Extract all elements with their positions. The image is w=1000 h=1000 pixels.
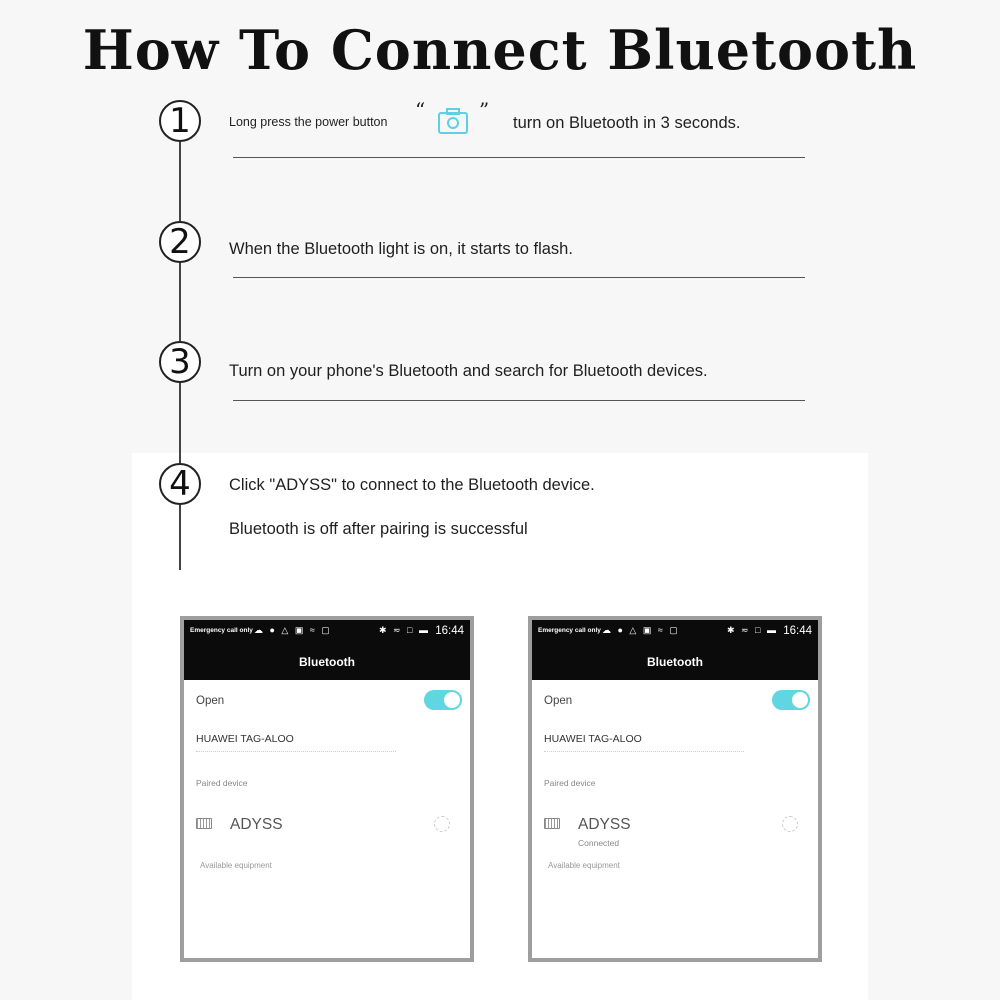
toggle-knob bbox=[792, 692, 808, 708]
status-icons: ☁ ● △ ▣ ≈ ▢ bbox=[254, 625, 332, 635]
status-time: 16:44 bbox=[435, 625, 464, 637]
toggle-knob bbox=[444, 692, 460, 708]
status-bar bbox=[532, 620, 818, 644]
paired-device-adyss[interactable]: ADYSS bbox=[578, 816, 631, 833]
connection-status: Connected bbox=[578, 838, 620, 848]
close-quote: ” bbox=[479, 98, 490, 122]
divider bbox=[233, 157, 805, 158]
step-2-number: 2 bbox=[159, 221, 201, 263]
screen-title: Bluetooth bbox=[532, 644, 818, 680]
divider bbox=[233, 277, 805, 278]
bluetooth-open-label: Open bbox=[544, 695, 573, 707]
phone-screenshot-after bbox=[528, 616, 822, 962]
paired-device-label: Paired device bbox=[544, 778, 596, 788]
phone-screenshot-before bbox=[180, 616, 474, 962]
bluetooth-toggle[interactable] bbox=[772, 690, 810, 710]
keyboard-icon bbox=[544, 818, 560, 829]
open-quote: “ bbox=[415, 98, 426, 122]
status-icons: ☁ ● △ ▣ ≈ ▢ bbox=[602, 625, 680, 635]
step-1-number: 1 bbox=[159, 100, 201, 142]
bluetooth-toggle[interactable] bbox=[424, 690, 462, 710]
step-3-number: 3 bbox=[159, 341, 201, 383]
step-4-note: Bluetooth is off after pairing is successful bbox=[229, 520, 528, 538]
keyboard-icon bbox=[196, 818, 212, 829]
screen-title: Bluetooth bbox=[184, 644, 470, 680]
device-name: HUAWEI TAG-ALOO bbox=[544, 733, 642, 745]
page-title: How To Connect Bluetooth bbox=[82, 18, 918, 82]
phone-screen bbox=[532, 620, 818, 958]
status-time: 16:44 bbox=[783, 625, 812, 637]
settings-gear-icon[interactable] bbox=[434, 816, 450, 832]
paired-device-adyss[interactable]: ADYSS bbox=[230, 816, 283, 833]
device-subtitle bbox=[196, 751, 396, 756]
step-1-text-after: turn on Bluetooth in 3 seconds. bbox=[513, 114, 741, 132]
device-name: HUAWEI TAG-ALOO bbox=[196, 733, 294, 745]
step-3-text: Turn on your phone's Bluetooth and search for Bluetooth devices. bbox=[229, 362, 708, 380]
status-system-icons: ✱ ≂ □ ▬ bbox=[726, 625, 778, 635]
status-bar bbox=[184, 620, 470, 644]
step-1-text: Long press the power button bbox=[229, 115, 388, 129]
paired-device-label: Paired device bbox=[196, 778, 248, 788]
available-equipment-label: Available equipment bbox=[548, 861, 620, 870]
settings-gear-icon[interactable] bbox=[782, 816, 798, 832]
status-system-icons: ✱ ≂ □ ▬ bbox=[378, 625, 430, 635]
step-2-text: When the Bluetooth light is on, it starts to flash. bbox=[229, 240, 573, 258]
status-carrier: Emergency call only bbox=[538, 627, 601, 634]
step-4-number: 4 bbox=[159, 463, 201, 505]
device-subtitle bbox=[544, 751, 744, 756]
bluetooth-open-label: Open bbox=[196, 695, 225, 707]
camera-icon bbox=[437, 107, 469, 135]
phone-screen bbox=[184, 620, 470, 958]
available-equipment-label: Available equipment bbox=[200, 861, 272, 870]
step-4-text: Click "ADYSS" to connect to the Bluetooth device. bbox=[229, 476, 595, 494]
status-carrier: Emergency call only bbox=[190, 627, 253, 634]
divider bbox=[233, 400, 805, 401]
